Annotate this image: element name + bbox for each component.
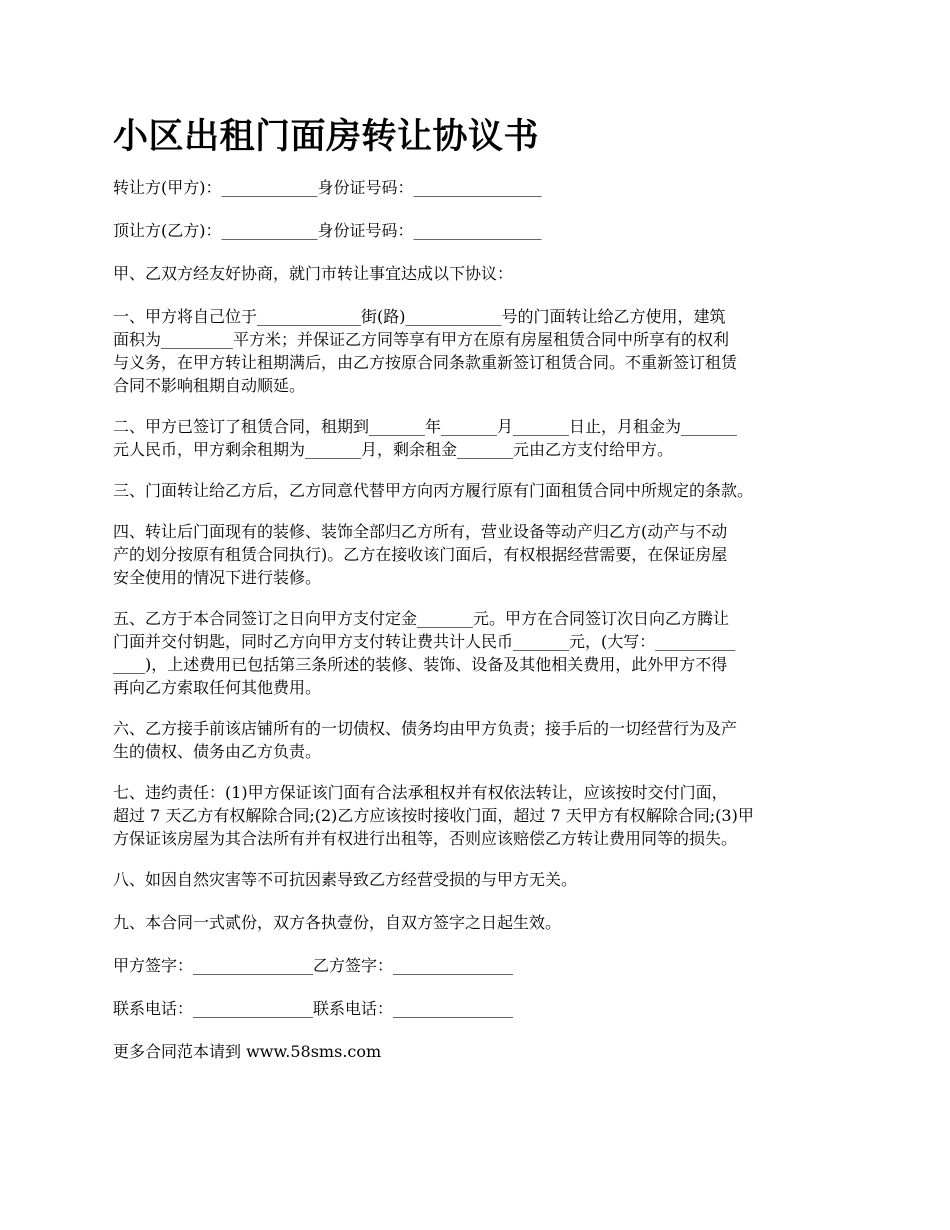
phone-line	[113, 997, 843, 1020]
clause-1	[113, 305, 843, 397]
text-line: 顶让方(乙方)：____________身份证号码：________________	[113, 221, 542, 240]
text-line: 甲方签字：_______________乙方签字：_______________	[113, 956, 514, 975]
text-line: 四、转让后门面现有的装修、装饰全部归乙方所有，营业设备等动产归乙方(动产与不动	[113, 522, 728, 541]
footer-note	[113, 1040, 843, 1063]
clause-3	[113, 479, 843, 502]
text-line: 六、乙方接手前该店铺所有的一切债权、债务均由甲方负责；接手后的一切经营行为及产	[113, 719, 738, 738]
clause-9	[113, 911, 843, 934]
text-line: 转让方(甲方)：____________身份证号码：________________	[113, 178, 542, 197]
text-line: 超过 7 天乙方有权解除合同;(2)乙方应该按时接收门面，超过 7 天甲方有权解除合同;(3)甲	[113, 806, 754, 825]
text-line: 生的债权、债务由乙方负责。	[113, 742, 322, 761]
document-body	[113, 176, 843, 1081]
text-line: 安全使用的情况下进行装修。	[113, 568, 322, 587]
text-line: 面积为_________平方米；并保证乙方同等享有甲方在原有房屋租赁合同中所享有的权利	[113, 330, 730, 349]
transferor-line	[113, 176, 843, 199]
clause-8	[113, 868, 843, 891]
text-line: 门面并交付钥匙，同时乙方向甲方支付转让费共计人民币_______元，(大写：__________	[113, 632, 736, 651]
text-line: 再向乙方索取任何其他费用。	[113, 678, 322, 697]
clause-2	[113, 415, 843, 461]
text-line: 合同不影响租期自动顺延。	[113, 376, 306, 395]
text-line: 方保证该房屋为其合法所有并有权进行出租等，否则应该赔偿乙方转让费用同等的损失。	[113, 829, 738, 848]
transferee-line	[113, 219, 843, 242]
text-line: 八、如因自然灾害等不可抗因素导致乙方经营受损的与甲方无关。	[113, 870, 578, 889]
text-line: 五、乙方于本合同签订之日向甲方支付定金_______元。甲方在合同签订次日向乙方腾让	[113, 609, 730, 628]
clause-7	[113, 781, 843, 850]
clause-6	[113, 717, 843, 763]
document-title: 小区出租门面房转让协议书	[113, 116, 540, 157]
text-line: 甲、乙双方经友好协商，就门市转让事宜达成以下协议：	[113, 264, 514, 283]
text-line: ____)，上述费用已包括第三条所述的装修、装饰、设备及其他相关费用，此外甲方不得	[113, 655, 728, 674]
text-line: 联系电话：_______________联系电话：_______________	[113, 999, 514, 1018]
preamble	[113, 262, 843, 285]
signature-line	[113, 954, 843, 977]
text-line: 七、违约责任：(1)甲方保证该门面有合法承租权并有权依法转让，应该按时交付门面，	[113, 783, 728, 802]
text-line: 二、甲方已签订了租赁合同，租期到_______年_______月_______日止，月租金为_______	[113, 417, 738, 436]
clause-5	[113, 607, 843, 699]
text-line: 产的划分按原有租赁合同执行)。乙方在接收该门面后，有权根据经营需要，在保证房屋	[113, 545, 728, 564]
text-line: 九、本合同一式贰份，双方各执壹份，自双方签字之日起生效。	[113, 913, 562, 932]
clause-4	[113, 520, 843, 589]
text-line: 元人民币，甲方剩余租期为_______月，剩余租金_______元由乙方支付给甲方。	[113, 440, 674, 459]
text-line: 与义务，在甲方转让租期满后，由乙方按原合同条款重新签订租赁合同。不重新签订租赁	[113, 353, 738, 372]
text-line: 三、门面转让给乙方后，乙方同意代替甲方向丙方履行原有门面租赁合同中所规定的条款。	[113, 481, 754, 500]
text-line: 一、甲方将自己位于_____________街(路)____________号的门面转让给乙方使用，建筑	[113, 307, 726, 326]
text-line: 更多合同范本请到 www.58sms.com	[113, 1042, 382, 1061]
